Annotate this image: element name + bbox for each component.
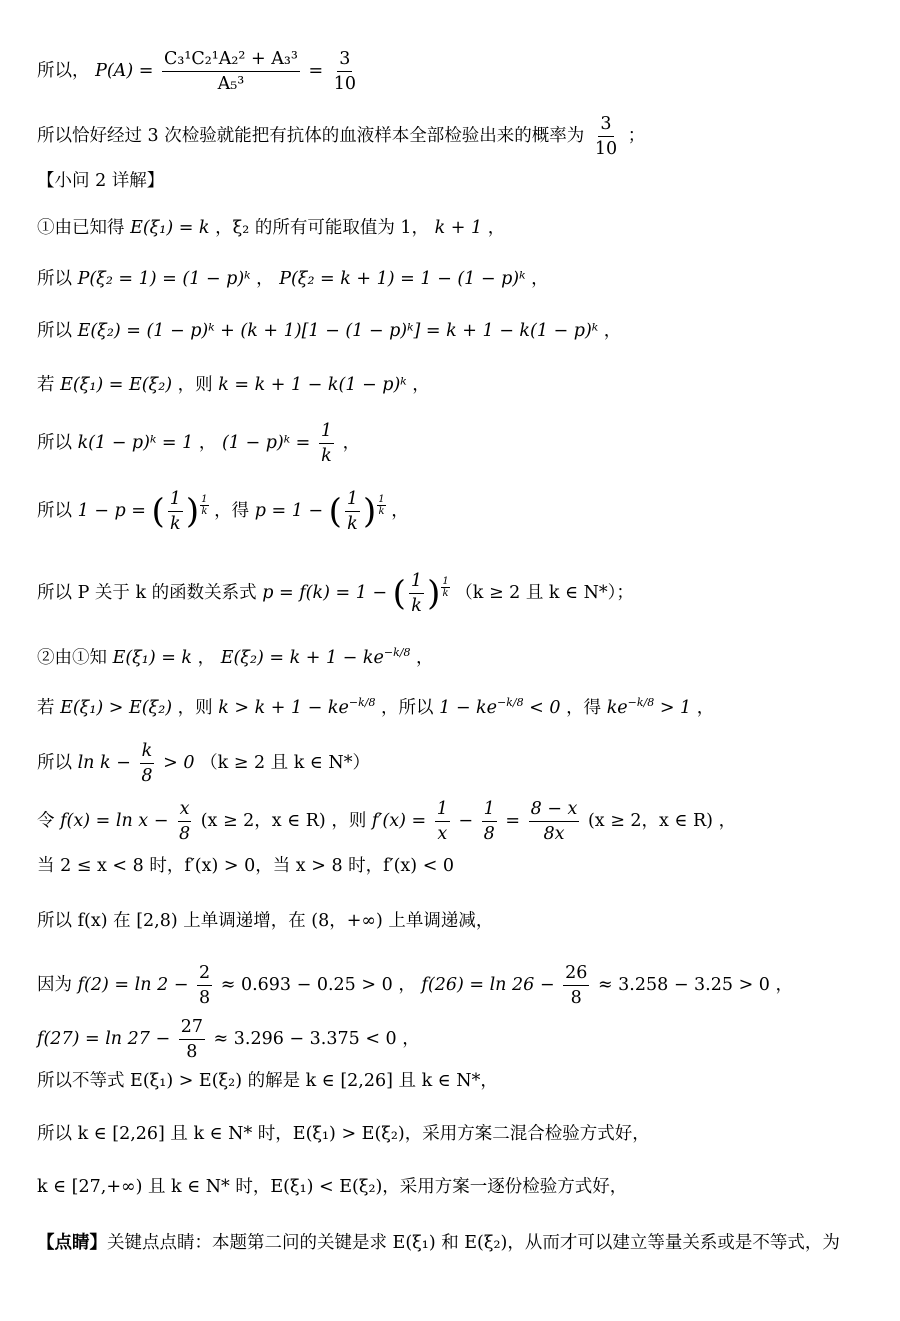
line-probability-formula bbox=[37, 48, 880, 95]
text: 所以 bbox=[37, 321, 78, 341]
text: ，则 bbox=[177, 698, 219, 718]
exp-numerator: 1 bbox=[378, 494, 385, 505]
numerator: k bbox=[140, 740, 155, 764]
exp-denominator: k bbox=[201, 506, 208, 517]
denominator: 8 bbox=[483, 824, 495, 844]
fraction bbox=[319, 420, 334, 467]
text: ， bbox=[775, 975, 794, 995]
math: f′(x) = bbox=[371, 811, 432, 831]
math: ≈ 3.296 − 3.375 < 0 bbox=[213, 1029, 397, 1049]
line-17 bbox=[37, 962, 880, 1009]
line-11 bbox=[37, 647, 880, 669]
math: < 0 bbox=[523, 698, 561, 718]
paren-close: ) bbox=[185, 491, 200, 532]
text: ， bbox=[342, 433, 361, 453]
text-end: ； bbox=[627, 126, 646, 146]
denominator: 8x bbox=[543, 824, 565, 844]
line-19 bbox=[37, 1070, 880, 1092]
numerator: 27 bbox=[179, 1016, 205, 1040]
math: E(ξ₁) = k bbox=[112, 648, 193, 668]
numerator: 3 bbox=[337, 48, 352, 72]
text: k ∈ [27,+∞) 且 k ∈ N* 时，E(ξ₁) < E(ξ₂)，采用方案一逐份检验方式好， bbox=[37, 1177, 628, 1197]
exponent: −k/8 bbox=[497, 696, 524, 710]
text: 若 bbox=[37, 698, 61, 718]
exponent-fraction bbox=[441, 576, 449, 599]
condition: (x ≥ 2，x ∈ R) bbox=[587, 811, 714, 831]
line-09 bbox=[37, 488, 880, 535]
paren-open: ( bbox=[328, 491, 342, 532]
math: ≈ 3.258 − 3.25 > 0 bbox=[597, 975, 770, 995]
equals: = bbox=[308, 61, 324, 81]
text: 所以 bbox=[37, 433, 78, 453]
text: 关键点点睛：本题第二问的关键是求 E(ξ₁) 和 E(ξ₂)，从而才可以建立等量关系或是不等式，为 bbox=[107, 1233, 840, 1253]
fraction bbox=[168, 488, 183, 535]
math: E(ξ₁) = k bbox=[130, 218, 210, 238]
denominator: k bbox=[411, 596, 422, 616]
section-heading bbox=[37, 170, 880, 192]
numerator: 1 bbox=[345, 488, 360, 512]
fraction bbox=[593, 113, 619, 160]
text: 所以 k ∈ [2,26] 且 k ∈ N* 时，E(ξ₁) > E(ξ₂)，采用方案二混合检验方式好， bbox=[37, 1124, 650, 1144]
text: ①由已知得 bbox=[37, 218, 131, 238]
denominator: 8 bbox=[570, 988, 582, 1008]
exponent: −k/8 bbox=[383, 646, 411, 660]
denominator: 8 bbox=[199, 988, 211, 1008]
text: ， bbox=[531, 269, 549, 289]
numerator: C₃¹C₂¹A₂² + A₃³ bbox=[162, 48, 300, 72]
fraction bbox=[435, 798, 450, 845]
math: f(26) = ln 26 − bbox=[421, 975, 561, 995]
text: 所以恰好经过 3 次检验就能把有抗体的血液样本全部检验出来的概率为 bbox=[37, 126, 585, 146]
minus: − bbox=[452, 811, 479, 831]
text: ， bbox=[487, 218, 506, 238]
math: p = f(k) = 1 − bbox=[262, 583, 393, 603]
exponent-fraction bbox=[377, 494, 385, 517]
line-18 bbox=[37, 1016, 880, 1063]
line-04 bbox=[37, 217, 880, 239]
line-16 bbox=[37, 910, 880, 932]
text: 所以不等式 E(ξ₁) > E(ξ₂) 的解是 k ∈ [2,26] 且 k ∈ N*， bbox=[37, 1071, 498, 1091]
paren-open: ( bbox=[392, 573, 406, 614]
line-14 bbox=[37, 798, 880, 845]
paren-close: ) bbox=[427, 573, 441, 614]
text: ，则 bbox=[177, 375, 219, 395]
fraction bbox=[197, 962, 212, 1009]
denominator: 8 bbox=[178, 824, 191, 844]
math: P(ξ₂ = 1) = (1 − p)ᵏ bbox=[77, 269, 251, 289]
text: 所以 P 关于 k 的函数关系式 bbox=[37, 583, 263, 603]
denominator: 8 bbox=[141, 766, 153, 786]
line-05 bbox=[37, 268, 880, 290]
equals: = bbox=[499, 811, 526, 831]
text: ，得 bbox=[214, 501, 255, 521]
exp-denominator: k bbox=[442, 588, 449, 599]
text: ， bbox=[398, 975, 416, 995]
math: f(x) = ln x − bbox=[60, 811, 174, 831]
text: 所以， bbox=[37, 61, 90, 81]
math: 1 − p = bbox=[77, 501, 152, 521]
math: f(2) = ln 2 − bbox=[77, 975, 194, 995]
fraction bbox=[162, 48, 300, 95]
numerator: 1 bbox=[319, 420, 334, 444]
exponent: −k/8 bbox=[348, 696, 376, 710]
math: k(1 − p)ᵏ = 1 bbox=[77, 433, 194, 453]
math: E(ξ₂) = k + 1 − ke bbox=[220, 648, 384, 668]
condition: （k ≥ 2 且 k ∈ N*） bbox=[200, 753, 370, 773]
math: f(27) = ln 27 − bbox=[37, 1029, 176, 1049]
fraction bbox=[563, 962, 589, 1009]
condition: (x ≥ 2，x ∈ R) bbox=[200, 811, 326, 831]
numerator: 2 bbox=[197, 962, 212, 986]
math: ln k − bbox=[77, 753, 137, 773]
math: > 1 bbox=[654, 698, 692, 718]
paren-close: ) bbox=[363, 491, 377, 532]
math: E(ξ₁) = E(ξ₂) bbox=[60, 375, 173, 395]
text: ， bbox=[391, 501, 409, 521]
numerator: 26 bbox=[563, 962, 589, 986]
text: 所以 f(x) 在 [2,8) 上单调递增，在 (8，+∞) 上单调递减， bbox=[37, 911, 494, 931]
text: 令 bbox=[37, 811, 61, 831]
text: 若 bbox=[37, 375, 61, 395]
exp-numerator: 1 bbox=[442, 576, 449, 587]
numerator: 1 bbox=[409, 570, 424, 594]
math: E(ξ₂) = (1 − p)ᵏ + (k + 1)[1 − (1 − p)ᵏ] = k + 1 − k(1 − p)ᵏ bbox=[77, 321, 599, 341]
math: ke bbox=[606, 698, 628, 718]
fraction bbox=[345, 488, 360, 535]
text: ， bbox=[603, 321, 622, 341]
exp-numerator: 1 bbox=[201, 494, 208, 505]
line-22 bbox=[37, 1232, 880, 1254]
line-10 bbox=[37, 570, 880, 617]
math: k = k + 1 − k(1 − p)ᵏ bbox=[218, 375, 407, 395]
denominator: k bbox=[321, 446, 332, 466]
text: ，则 bbox=[331, 811, 372, 831]
text: 当 2 ≤ x < 8 时，f′(x) > 0，当 x > 8 时，f′(x) < 0 bbox=[37, 856, 455, 876]
heading-dianjing: 【点睛】 bbox=[37, 1233, 107, 1253]
text: 因为 bbox=[37, 975, 78, 995]
fraction bbox=[139, 740, 154, 787]
math: 1 − ke bbox=[439, 698, 498, 718]
line-conclusion-1 bbox=[37, 113, 880, 160]
denominator: A₅³ bbox=[217, 74, 245, 94]
math: > 0 bbox=[163, 753, 195, 773]
numerator: 1 bbox=[482, 798, 497, 822]
numerator: x bbox=[178, 798, 192, 822]
math: P(A) = bbox=[95, 61, 159, 81]
line-06 bbox=[37, 320, 880, 342]
denominator: k bbox=[170, 514, 181, 534]
exponent-fraction bbox=[200, 494, 208, 517]
fraction bbox=[409, 570, 424, 617]
line-20 bbox=[37, 1123, 880, 1145]
math: p = 1 − bbox=[254, 501, 329, 521]
fraction bbox=[529, 798, 580, 845]
text: 所以 bbox=[37, 753, 78, 773]
denominator: x bbox=[437, 824, 448, 844]
math: k + 1 bbox=[434, 218, 483, 238]
line-13 bbox=[37, 740, 880, 787]
heading: 【小问 2 详解】 bbox=[37, 171, 165, 191]
text: ， bbox=[198, 433, 217, 453]
text: ， bbox=[402, 1029, 420, 1049]
fraction bbox=[179, 1016, 205, 1063]
text: ，ξ₂ 的所有可能取值为 1， bbox=[215, 218, 430, 238]
numerator: 1 bbox=[435, 798, 450, 822]
line-07 bbox=[37, 374, 880, 396]
fraction bbox=[177, 798, 192, 845]
exponent: −k/8 bbox=[627, 696, 655, 710]
exp-denominator: k bbox=[378, 506, 385, 517]
text: ， bbox=[416, 648, 434, 668]
numerator: 3 bbox=[598, 113, 613, 137]
text: ， bbox=[412, 375, 430, 395]
text: ， bbox=[696, 698, 715, 718]
condition: （k ≥ 2 且 k ∈ N*）； bbox=[455, 583, 634, 603]
math: k > k + 1 − ke bbox=[218, 698, 349, 718]
math: P(ξ₂ = k + 1) = 1 − (1 − p)ᵏ bbox=[279, 269, 526, 289]
text: ，所以 bbox=[381, 698, 440, 718]
text: 所以 bbox=[37, 269, 78, 289]
text: ， bbox=[197, 648, 216, 668]
denominator: 10 bbox=[333, 74, 357, 94]
text: ， bbox=[256, 269, 274, 289]
denominator: k bbox=[347, 514, 358, 534]
text: ②由①知 bbox=[37, 648, 113, 668]
text: ， bbox=[718, 811, 737, 831]
line-21 bbox=[37, 1176, 880, 1198]
text: ，得 bbox=[566, 698, 607, 718]
numerator: 1 bbox=[168, 488, 183, 512]
line-15 bbox=[37, 855, 880, 877]
math: (1 − p)ᵏ = bbox=[221, 433, 316, 453]
text: 所以 bbox=[37, 501, 78, 521]
math: ≈ 0.693 − 0.25 > 0 bbox=[220, 975, 393, 995]
denominator: 8 bbox=[186, 1042, 198, 1062]
fraction-result bbox=[332, 48, 358, 95]
numerator: 8 − x bbox=[529, 798, 580, 822]
math: E(ξ₁) > E(ξ₂) bbox=[60, 698, 173, 718]
fraction bbox=[482, 798, 497, 845]
paren-open: ( bbox=[151, 491, 165, 532]
line-08 bbox=[37, 420, 880, 467]
denominator: 10 bbox=[594, 139, 618, 159]
line-12 bbox=[37, 697, 880, 719]
